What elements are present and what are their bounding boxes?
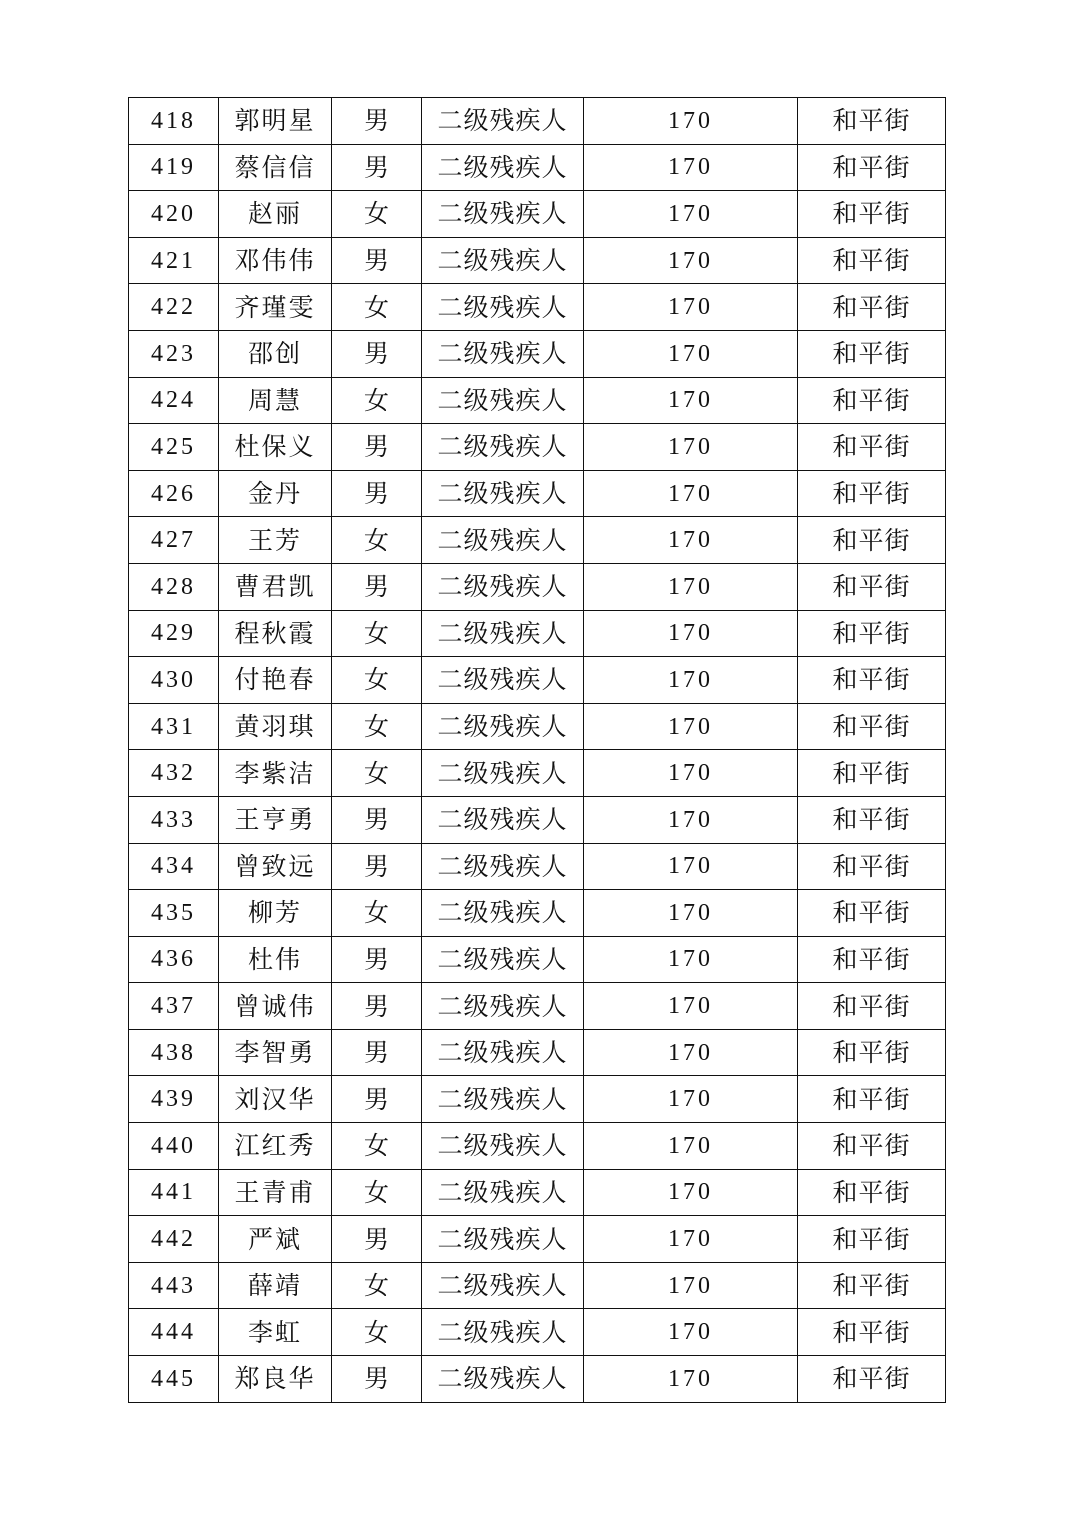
gender-cell: 女: [332, 191, 422, 238]
table-row: [129, 330, 946, 377]
street-cell: 和平街: [798, 191, 946, 238]
street-cell: 和平街: [798, 517, 946, 564]
table-row: [129, 1169, 946, 1216]
disability-level-cell: 二级残疾人: [422, 1076, 584, 1123]
amount-cell: 170: [584, 98, 798, 145]
table-row: [129, 843, 946, 890]
disability-level-cell: 二级残疾人: [422, 703, 584, 750]
serial-number-cell: 423: [129, 330, 219, 377]
name-cell: 曹君凯: [219, 563, 332, 610]
street-cell: 和平街: [798, 796, 946, 843]
gender-cell: 男: [332, 1356, 422, 1403]
gender-cell: 男: [332, 144, 422, 191]
street-cell: 和平街: [798, 1029, 946, 1076]
disability-level-cell: 二级残疾人: [422, 1216, 584, 1263]
table-row: [129, 1029, 946, 1076]
disability-level-cell: 二级残疾人: [422, 1309, 584, 1356]
serial-number-cell: 426: [129, 470, 219, 517]
amount-cell: 170: [584, 843, 798, 890]
serial-number-cell: 436: [129, 936, 219, 983]
amount-cell: 170: [584, 563, 798, 610]
serial-number-cell: 422: [129, 284, 219, 331]
disability-level-cell: 二级残疾人: [422, 330, 584, 377]
amount-cell: 170: [584, 1356, 798, 1403]
table-row: [129, 890, 946, 937]
serial-number-cell: 445: [129, 1356, 219, 1403]
street-cell: 和平街: [798, 843, 946, 890]
street-cell: 和平街: [798, 144, 946, 191]
name-cell: 李智勇: [219, 1029, 332, 1076]
name-cell: 李虹: [219, 1309, 332, 1356]
street-cell: 和平街: [798, 983, 946, 1030]
table-row: [129, 1262, 946, 1309]
amount-cell: 170: [584, 610, 798, 657]
gender-cell: 男: [332, 330, 422, 377]
serial-number-cell: 434: [129, 843, 219, 890]
name-cell: 郭明星: [219, 98, 332, 145]
table-row: [129, 703, 946, 750]
street-cell: 和平街: [798, 563, 946, 610]
table-row: [129, 936, 946, 983]
amount-cell: 170: [584, 983, 798, 1030]
name-cell: 邵创: [219, 330, 332, 377]
table-row: [129, 657, 946, 704]
name-cell: 郑良华: [219, 1356, 332, 1403]
gender-cell: 男: [332, 1216, 422, 1263]
table-row: [129, 983, 946, 1030]
disability-level-cell: 二级残疾人: [422, 470, 584, 517]
disability-level-cell: 二级残疾人: [422, 936, 584, 983]
gender-cell: 女: [332, 703, 422, 750]
gender-cell: 女: [332, 517, 422, 564]
serial-number-cell: 420: [129, 191, 219, 238]
street-cell: 和平街: [798, 1169, 946, 1216]
street-cell: 和平街: [798, 1123, 946, 1170]
disability-level-cell: 二级残疾人: [422, 843, 584, 890]
name-cell: 江红秀: [219, 1123, 332, 1170]
amount-cell: 170: [584, 750, 798, 797]
amount-cell: 170: [584, 237, 798, 284]
disability-level-cell: 二级残疾人: [422, 563, 584, 610]
street-cell: 和平街: [798, 98, 946, 145]
name-cell: 薛靖: [219, 1262, 332, 1309]
table-row: [129, 1123, 946, 1170]
serial-number-cell: 443: [129, 1262, 219, 1309]
amount-cell: 170: [584, 936, 798, 983]
street-cell: 和平街: [798, 1309, 946, 1356]
street-cell: 和平街: [798, 284, 946, 331]
amount-cell: 170: [584, 470, 798, 517]
disability-level-cell: 二级残疾人: [422, 657, 584, 704]
disability-level-cell: 二级残疾人: [422, 191, 584, 238]
gender-cell: 女: [332, 1262, 422, 1309]
amount-cell: 170: [584, 144, 798, 191]
gender-cell: 女: [332, 377, 422, 424]
street-cell: 和平街: [798, 1216, 946, 1263]
street-cell: 和平街: [798, 237, 946, 284]
table-row: [129, 237, 946, 284]
gender-cell: 女: [332, 284, 422, 331]
amount-cell: 170: [584, 890, 798, 937]
amount-cell: 170: [584, 517, 798, 564]
street-cell: 和平街: [798, 424, 946, 471]
disability-level-cell: 二级残疾人: [422, 750, 584, 797]
gender-cell: 女: [332, 1169, 422, 1216]
serial-number-cell: 428: [129, 563, 219, 610]
serial-number-cell: 439: [129, 1076, 219, 1123]
disability-level-cell: 二级残疾人: [422, 796, 584, 843]
name-cell: 齐瑾雯: [219, 284, 332, 331]
street-cell: 和平街: [798, 890, 946, 937]
name-cell: 刘汉华: [219, 1076, 332, 1123]
disability-level-cell: 二级残疾人: [422, 890, 584, 937]
table-row: [129, 517, 946, 564]
disability-level-cell: 二级残疾人: [422, 610, 584, 657]
name-cell: 曾诚伟: [219, 983, 332, 1030]
table-row: [129, 1309, 946, 1356]
serial-number-cell: 418: [129, 98, 219, 145]
street-cell: 和平街: [798, 1356, 946, 1403]
disability-level-cell: 二级残疾人: [422, 237, 584, 284]
table-row: [129, 563, 946, 610]
gender-cell: 女: [332, 890, 422, 937]
amount-cell: 170: [584, 1169, 798, 1216]
gender-cell: 女: [332, 1123, 422, 1170]
name-cell: 王亨勇: [219, 796, 332, 843]
street-cell: 和平街: [798, 703, 946, 750]
table-row: [129, 796, 946, 843]
amount-cell: 170: [584, 1029, 798, 1076]
gender-cell: 男: [332, 424, 422, 471]
gender-cell: 女: [332, 750, 422, 797]
serial-number-cell: 431: [129, 703, 219, 750]
disability-level-cell: 二级残疾人: [422, 144, 584, 191]
serial-number-cell: 429: [129, 610, 219, 657]
serial-number-cell: 440: [129, 1123, 219, 1170]
serial-number-cell: 424: [129, 377, 219, 424]
disability-level-cell: 二级残疾人: [422, 424, 584, 471]
gender-cell: 男: [332, 983, 422, 1030]
gender-cell: 女: [332, 657, 422, 704]
street-cell: 和平街: [798, 377, 946, 424]
disability-level-cell: 二级残疾人: [422, 1262, 584, 1309]
table-row: [129, 144, 946, 191]
table-row: [129, 470, 946, 517]
table-row: [129, 377, 946, 424]
table-row: [129, 1076, 946, 1123]
amount-cell: 170: [584, 1262, 798, 1309]
name-cell: 王青甫: [219, 1169, 332, 1216]
serial-number-cell: 435: [129, 890, 219, 937]
name-cell: 邓伟伟: [219, 237, 332, 284]
table-row: [129, 750, 946, 797]
amount-cell: 170: [584, 1216, 798, 1263]
street-cell: 和平街: [798, 610, 946, 657]
street-cell: 和平街: [798, 1076, 946, 1123]
gender-cell: 女: [332, 1309, 422, 1356]
serial-number-cell: 437: [129, 983, 219, 1030]
name-cell: 杜伟: [219, 936, 332, 983]
name-cell: 赵丽: [219, 191, 332, 238]
serial-number-cell: 441: [129, 1169, 219, 1216]
serial-number-cell: 421: [129, 237, 219, 284]
name-cell: 柳芳: [219, 890, 332, 937]
gender-cell: 男: [332, 98, 422, 145]
table-row: [129, 98, 946, 145]
amount-cell: 170: [584, 424, 798, 471]
amount-cell: 170: [584, 1123, 798, 1170]
roster-table-body: [129, 98, 946, 1403]
serial-number-cell: 432: [129, 750, 219, 797]
gender-cell: 男: [332, 1029, 422, 1076]
name-cell: 程秋霞: [219, 610, 332, 657]
table-row: [129, 284, 946, 331]
disability-level-cell: 二级残疾人: [422, 1029, 584, 1076]
street-cell: 和平街: [798, 470, 946, 517]
gender-cell: 男: [332, 936, 422, 983]
gender-cell: 男: [332, 843, 422, 890]
name-cell: 付艳春: [219, 657, 332, 704]
name-cell: 曾致远: [219, 843, 332, 890]
name-cell: 杜保义: [219, 424, 332, 471]
gender-cell: 男: [332, 1076, 422, 1123]
table-row: [129, 424, 946, 471]
amount-cell: 170: [584, 1309, 798, 1356]
amount-cell: 170: [584, 284, 798, 331]
amount-cell: 170: [584, 191, 798, 238]
amount-cell: 170: [584, 796, 798, 843]
gender-cell: 女: [332, 610, 422, 657]
serial-number-cell: 425: [129, 424, 219, 471]
name-cell: 严斌: [219, 1216, 332, 1263]
street-cell: 和平街: [798, 330, 946, 377]
gender-cell: 男: [332, 796, 422, 843]
serial-number-cell: 444: [129, 1309, 219, 1356]
name-cell: 周慧: [219, 377, 332, 424]
disability-level-cell: 二级残疾人: [422, 284, 584, 331]
amount-cell: 170: [584, 1076, 798, 1123]
roster-table: [128, 97, 946, 1403]
street-cell: 和平街: [798, 657, 946, 704]
disability-level-cell: 二级残疾人: [422, 1169, 584, 1216]
serial-number-cell: 438: [129, 1029, 219, 1076]
amount-cell: 170: [584, 657, 798, 704]
disability-level-cell: 二级残疾人: [422, 1123, 584, 1170]
amount-cell: 170: [584, 377, 798, 424]
disability-level-cell: 二级残疾人: [422, 1356, 584, 1403]
table-row: [129, 191, 946, 238]
name-cell: 蔡信信: [219, 144, 332, 191]
table-row: [129, 1356, 946, 1403]
gender-cell: 男: [332, 237, 422, 284]
disability-level-cell: 二级残疾人: [422, 517, 584, 564]
disability-level-cell: 二级残疾人: [422, 983, 584, 1030]
amount-cell: 170: [584, 703, 798, 750]
name-cell: 金丹: [219, 470, 332, 517]
street-cell: 和平街: [798, 750, 946, 797]
gender-cell: 男: [332, 563, 422, 610]
gender-cell: 男: [332, 470, 422, 517]
table-row: [129, 1216, 946, 1263]
serial-number-cell: 430: [129, 657, 219, 704]
disability-level-cell: 二级残疾人: [422, 377, 584, 424]
name-cell: 王芳: [219, 517, 332, 564]
serial-number-cell: 442: [129, 1216, 219, 1263]
table-row: [129, 610, 946, 657]
amount-cell: 170: [584, 330, 798, 377]
street-cell: 和平街: [798, 936, 946, 983]
name-cell: 李紫洁: [219, 750, 332, 797]
serial-number-cell: 433: [129, 796, 219, 843]
serial-number-cell: 427: [129, 517, 219, 564]
street-cell: 和平街: [798, 1262, 946, 1309]
disability-level-cell: 二级残疾人: [422, 98, 584, 145]
name-cell: 黄羽琪: [219, 703, 332, 750]
serial-number-cell: 419: [129, 144, 219, 191]
